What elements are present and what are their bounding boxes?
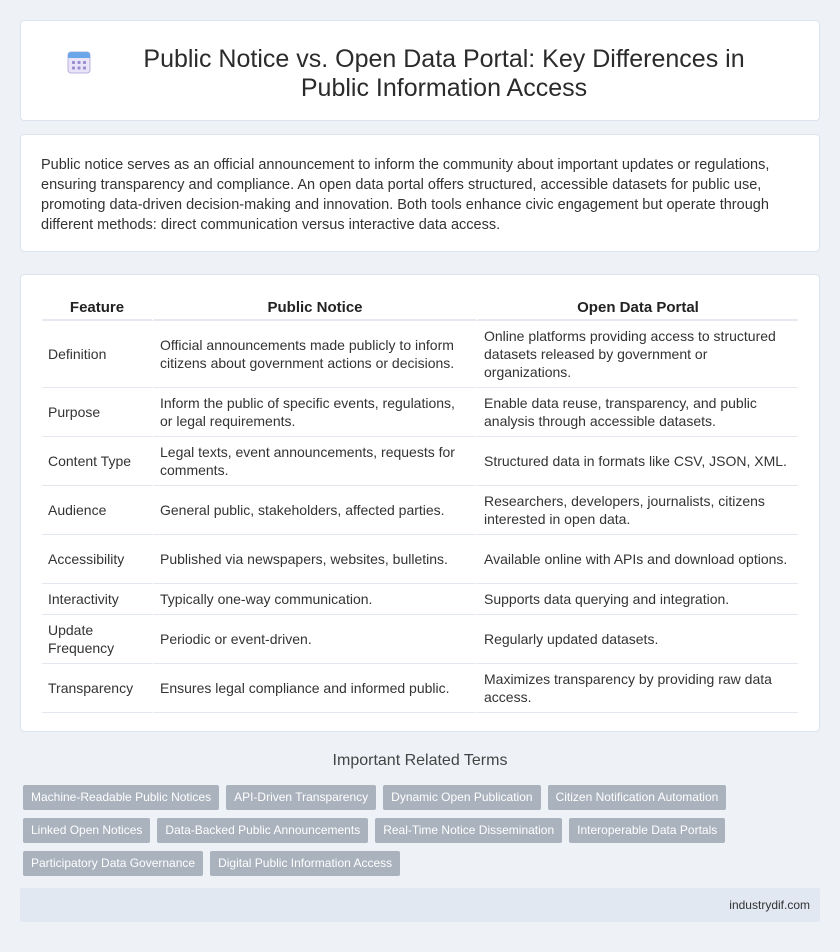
feature-cell: Interactivity [42,584,152,615]
public-notice-cell: Legal texts, event announcements, requests for comments. [152,437,476,486]
open-data-portal-cell: Structured data in formats like CSV, JSON, XML. [476,437,798,486]
public-notice-cell: Inform the public of specific events, regulations, or legal requirements. [152,388,476,437]
open-data-portal-cell: Maximizes transparency by providing raw data access. [476,664,798,713]
open-data-portal-cell: Online platforms providing access to structured datasets released by government or organizations. [476,321,798,388]
header-public-notice: Public Notice [152,293,476,321]
table-row [42,437,798,486]
intro-paragraph: Public notice serves as an official announcement to inform the community about important updates or regulations, ensuring transparency and compliance. An open data portal offers structured, accessible datasets for public use, promoting data-driven decision-making and innovation. Both tools enhance civic engagement but operate through different methods: direct communication versus interactive data access. [41,157,770,233]
open-data-portal-cell: Supports data querying and integration. [476,584,798,615]
related-term-tag[interactable]: Digital Public Information Access [210,851,400,876]
header-open-data-portal: Open Data Portal [476,293,798,321]
related-term-tag[interactable]: Interoperable Data Portals [569,818,725,843]
related-terms-title: Important Related Terms [332,752,508,769]
public-notice-cell: Periodic or event-driven. [152,615,476,664]
comparison-table [42,293,798,713]
calendar-icon [66,49,92,75]
table-row [42,664,798,713]
related-term-tag[interactable]: Linked Open Notices [23,818,150,843]
open-data-portal-cell: Enable data reuse, transparency, and public analysis through accessible datasets. [476,388,798,437]
public-notice-cell: Published via newspapers, websites, bulletins. [152,535,476,584]
feature-cell: Update Frequency [42,615,152,664]
feature-cell: Purpose [42,388,152,437]
feature-cell: Definition [42,321,152,388]
related-term-tag[interactable]: Real-Time Notice Dissemination [375,818,562,843]
public-notice-cell: Typically one-way communication. [152,584,476,615]
header-card [20,20,820,121]
public-notice-cell: Ensures legal compliance and informed public. [152,664,476,713]
table-row [42,486,798,535]
public-notice-cell: General public, stakeholders, affected parties. [152,486,476,535]
feature-cell: Accessibility [42,535,152,584]
comparison-table-card [20,274,820,732]
open-data-portal-cell: Regularly updated datasets. [476,615,798,664]
table-row [42,535,798,584]
related-term-tag[interactable]: Data-Backed Public Announcements [157,818,368,843]
footer [20,888,820,922]
table-row [42,584,798,615]
table-row [42,388,798,437]
related-term-tag[interactable]: Citizen Notification Automation [548,785,727,810]
header-feature: Feature [42,293,152,321]
table-row [42,321,798,388]
footer-site-name[interactable]: industrydif.com [729,898,810,912]
page-title: Public Notice vs. Open Data Portal: Key Differences in Public Information Access [143,45,745,102]
table-row [42,615,798,664]
feature-cell: Audience [42,486,152,535]
related-terms-list [23,785,803,876]
open-data-portal-cell: Available online with APIs and download options. [476,535,798,584]
intro-card [20,134,820,252]
related-term-tag[interactable]: API-Driven Transparency [226,785,376,810]
open-data-portal-cell: Researchers, developers, journalists, citizens interested in open data. [476,486,798,535]
related-term-tag[interactable]: Machine-Readable Public Notices [23,785,219,810]
public-notice-cell: Official announcements made publicly to inform citizens about government actions or decisions. [152,321,476,388]
feature-cell: Content Type [42,437,152,486]
related-term-tag[interactable]: Participatory Data Governance [23,851,203,876]
feature-cell: Transparency [42,664,152,713]
related-term-tag[interactable]: Dynamic Open Publication [383,785,540,810]
table-header-row [42,293,798,321]
